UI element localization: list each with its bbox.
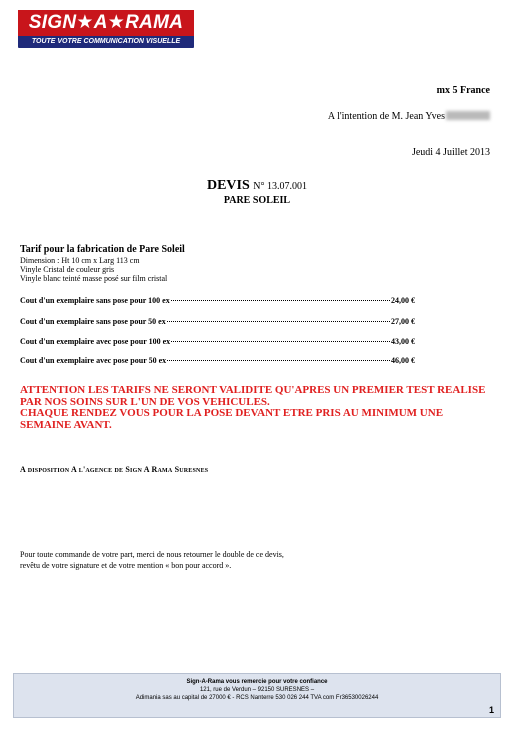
- product-line: Vinyle Cristal de couleur gris: [20, 265, 115, 274]
- devis-number: N° 13.07.001: [253, 181, 308, 192]
- warning-line-2: CHAQUE RENDEZ VOUS POUR LA POSE DEVANT ETRE PRIS AU MINIMUM UNE SEMAINE AVANT.: [20, 407, 444, 431]
- document-title: [0, 178, 514, 194]
- product-line: Dimension : Ht 10 cm x Larg 113 cm: [20, 256, 140, 265]
- footer-legal: Adimania sas au capital de 27000 € - RCS Nanterre 530 026 244 TVA com Fr36530026244: [135, 695, 379, 701]
- company-logo: [18, 10, 194, 48]
- footer-thanks: Sign-A-Rama vous remercie pour votre confiance: [186, 679, 328, 685]
- document-subject: PARE SOLEIL: [223, 195, 291, 206]
- product-line: Vinyle blanc teinté masse posé sur film cristal: [20, 274, 168, 283]
- warning-text: [20, 385, 490, 431]
- price-label: Cout d'un exemplaire avec pose pour 100 ex: [20, 337, 171, 346]
- price-label: Cout d'un exemplaire sans pose pour 50 ex: [20, 317, 166, 326]
- leader-dots: [167, 360, 390, 361]
- price-row: [20, 317, 415, 326]
- price-value: 46,00 €: [391, 356, 415, 365]
- price-row: [20, 356, 415, 365]
- price-label: Cout d'un exemplaire sans pose pour 100 ex: [20, 296, 170, 305]
- recipient-text: A l'intention de M. Jean Yves: [327, 111, 445, 122]
- closing-line-1: Pour toute commande de votre part, merci de nous retourner le double de ce devis,: [20, 550, 284, 559]
- price-label: Cout d'un exemplaire avec pose pour 50 ex: [20, 356, 167, 365]
- closing-line-2: revêtu de votre signature et de votre mention « bon pour accord ».: [20, 561, 232, 570]
- logo-tagline: TOUTE VOTRE COMMUNICATION VISUELLE: [31, 38, 181, 45]
- price-value: 43,00 €: [391, 337, 415, 346]
- leader-dots: [171, 300, 390, 301]
- page-footer: [13, 673, 501, 718]
- price-value: 24,00 €: [391, 296, 415, 305]
- logo-brand: SIGN★A★RAMA: [18, 10, 194, 36]
- product-heading: Tarif pour la fabrication de Pare Soleil: [20, 244, 185, 255]
- price-row: [20, 296, 415, 305]
- page-number: 1: [488, 705, 494, 715]
- document-date: Jeudi 4 Juillet 2013: [411, 147, 490, 158]
- leader-dots: [167, 321, 390, 322]
- recipient-line: [328, 111, 490, 122]
- price-value: 27,00 €: [391, 317, 415, 326]
- price-row: [20, 337, 415, 346]
- closing-text: [20, 549, 284, 571]
- client-company: mx 5 France: [436, 85, 490, 96]
- devis-label: DEVIS: [206, 178, 250, 193]
- footer-address: 121, rue de Verdun – 92150 SURESNES –: [199, 687, 315, 693]
- redacted-name: [446, 111, 490, 120]
- warning-line-1: ATTENTION LES TARIFS NE SERONT VALIDITE QU'APRES UN PREMIER TEST REALISE PAR NOS SOINS SUR L'UN DE VOS VEHICULES.: [20, 384, 486, 408]
- pickup-location: A disposition A l'agence de Sign A Rama Suresnes: [20, 465, 209, 474]
- product-description: [20, 244, 185, 283]
- leader-dots: [171, 341, 390, 342]
